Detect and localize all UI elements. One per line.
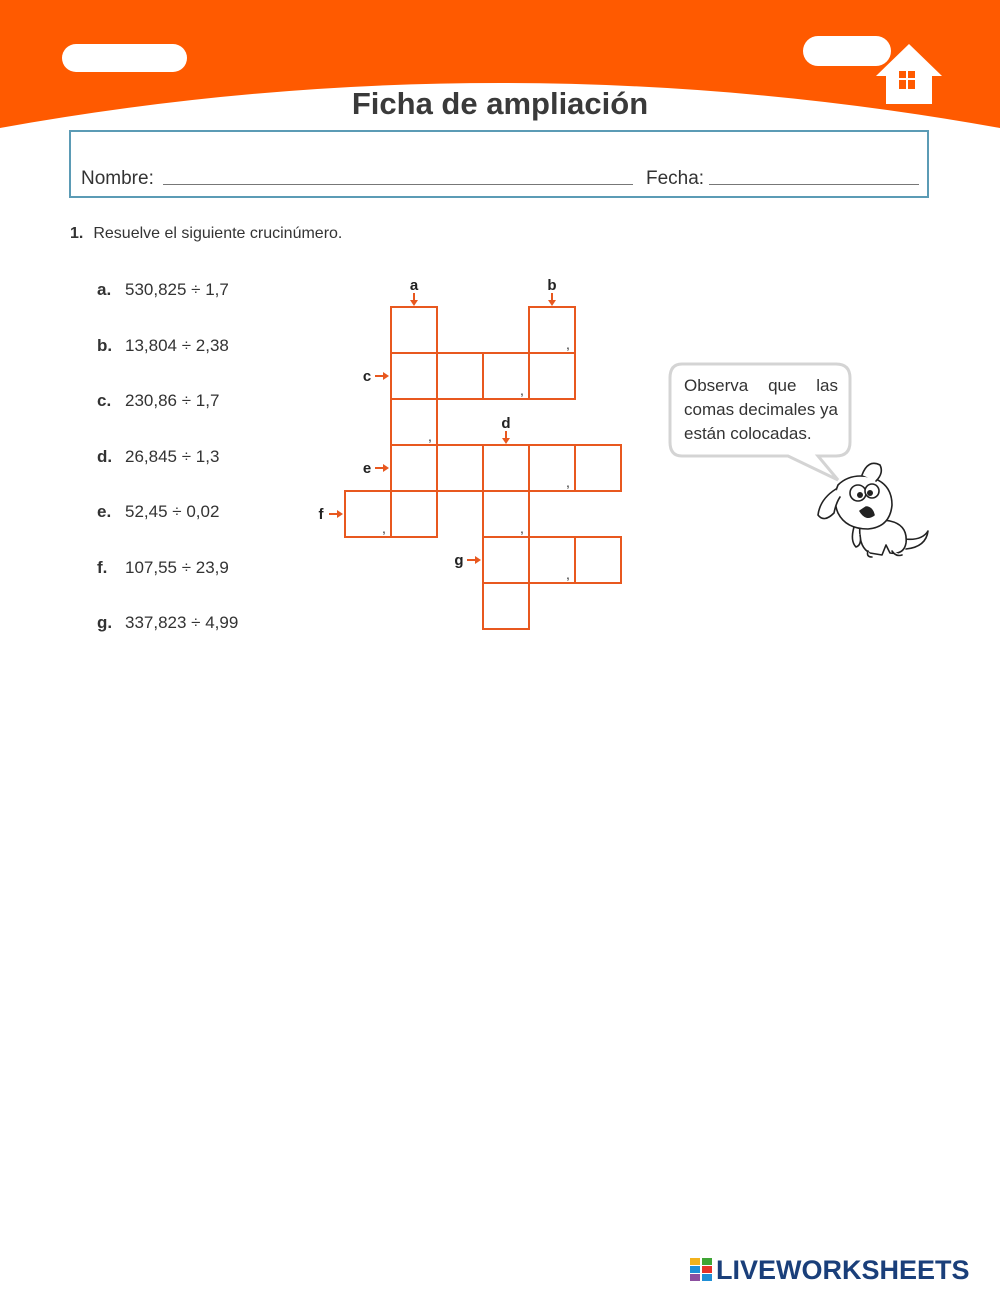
clue-label-c: c	[362, 368, 372, 385]
clue-label-b: b	[547, 277, 557, 294]
list-item: g. 337,823 ÷ 4,99	[97, 613, 239, 632]
exercise-number: 1.	[70, 225, 84, 242]
decimal-comma: ,	[566, 336, 570, 352]
decimal-comma: ,	[382, 520, 386, 536]
clue-arrow-head	[548, 300, 556, 306]
list-item: f. 107,55 ÷ 23,9	[97, 558, 229, 577]
clue-arrow-head	[383, 372, 389, 380]
crossword-cell[interactable]	[529, 353, 575, 399]
clue-label-d: d	[501, 415, 511, 432]
crossword-cell[interactable]	[391, 307, 437, 353]
logo-blocks-icon	[690, 1258, 712, 1282]
liveworksheets-logo	[690, 1252, 970, 1288]
date-field[interactable]	[709, 184, 919, 185]
decimal-comma: ,	[520, 520, 524, 536]
crossword-cell[interactable]	[391, 445, 437, 491]
header-pill-right	[803, 36, 891, 66]
name-date-box	[69, 130, 929, 198]
clue-label-g: g	[454, 552, 464, 569]
crossword-cell[interactable]	[483, 537, 529, 583]
crossword-cell[interactable]	[483, 583, 529, 629]
logo-text: LIVEWORKSHEETS	[716, 1254, 970, 1285]
decimal-comma: ,	[428, 428, 432, 444]
crossword-cell[interactable]	[391, 491, 437, 537]
crossword-cell[interactable]	[575, 537, 621, 583]
decimal-comma: ,	[566, 474, 570, 490]
clue-arrow-head	[502, 438, 510, 444]
clue-arrow-head	[383, 464, 389, 472]
header-pill-left	[62, 44, 187, 72]
decimal-comma: ,	[520, 382, 524, 398]
clue-arrow-head	[475, 556, 481, 564]
page-title: Ficha de ampliación	[351, 86, 649, 121]
list-item: c. 230,86 ÷ 1,7	[97, 391, 220, 410]
crossword-cell[interactable]	[391, 353, 437, 399]
dog-mascot-icon	[810, 455, 935, 565]
clue-arrow-head	[410, 300, 418, 306]
crossword-cell[interactable]	[575, 445, 621, 491]
crossword-cell[interactable]	[437, 353, 483, 399]
list-item: a. 530,825 ÷ 1,7	[97, 280, 229, 299]
decimal-comma: ,	[566, 566, 570, 582]
clue-label-e: e	[362, 460, 372, 477]
date-label: Fecha:	[646, 168, 705, 189]
crossword-grid	[300, 260, 640, 640]
clue-arrow-head	[337, 510, 343, 518]
exercise-instruction	[70, 225, 342, 243]
name-label: Nombre:	[81, 168, 154, 189]
list-item: e. 52,45 ÷ 0,02	[97, 502, 220, 521]
instruction-text: Resuelve el siguiente crucinúmero.	[93, 225, 343, 242]
crossword-cell[interactable]	[437, 445, 483, 491]
list-item: b. 13,804 ÷ 2,38	[97, 336, 229, 355]
crossword-cell[interactable]	[483, 445, 529, 491]
clue-label-a: a	[409, 277, 419, 294]
list-item: d. 26,845 ÷ 1,3	[97, 447, 220, 466]
clue-label-f: f	[318, 506, 324, 523]
bubble-text: Observa que las comas decimales ya están colocadas.	[684, 376, 839, 443]
name-field[interactable]	[163, 184, 633, 185]
